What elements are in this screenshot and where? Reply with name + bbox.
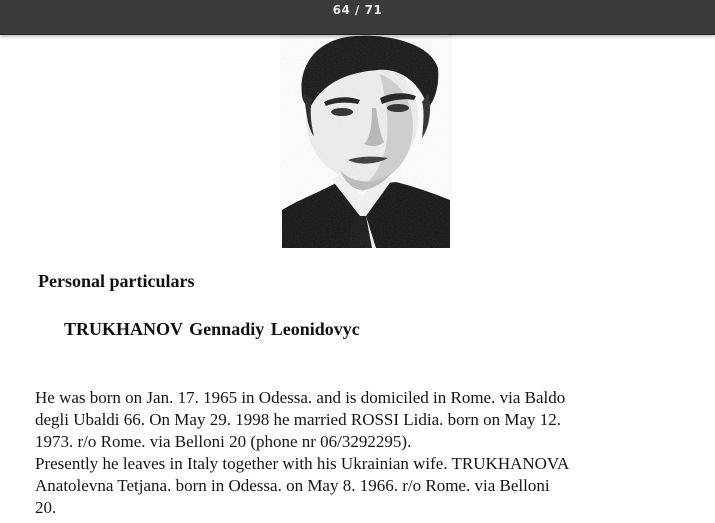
- paragraph-line: Anatolevna Tetjana. born in Odessa. on May 8. 1966. r/o Rome. via Belloni: [35, 476, 550, 495]
- paragraph-line: Presently he leaves in Italy together with his Ukrainian wife. TRUKHANOVA: [35, 454, 570, 473]
- portrait-photo: [280, 34, 452, 248]
- paragraph-line: 1973. r/o Rome. via Belloni 20 (phone nr 06/3292295).: [35, 432, 412, 451]
- paragraph-line: degli Ubaldi 66. On May 29. 1998 he married ROSSI Lidia. born on May 12.: [35, 410, 561, 429]
- subject-name: TRUKHANOV Gennadiy Leonidovyc: [64, 319, 360, 339]
- paragraph-line: He was born on Jan. 17. 1965 in Odessa. and is domiciled in Rome. via Baldo: [35, 388, 566, 407]
- biography-paragraph: [35, 387, 675, 519]
- document-viewer-toolbar: [0, 0, 715, 35]
- document-page[interactable]: [0, 34, 715, 523]
- section-heading: Personal particulars: [38, 271, 195, 291]
- paragraph-line: 20.: [35, 498, 57, 517]
- page-indicator: 64 / 71: [332, 3, 383, 17]
